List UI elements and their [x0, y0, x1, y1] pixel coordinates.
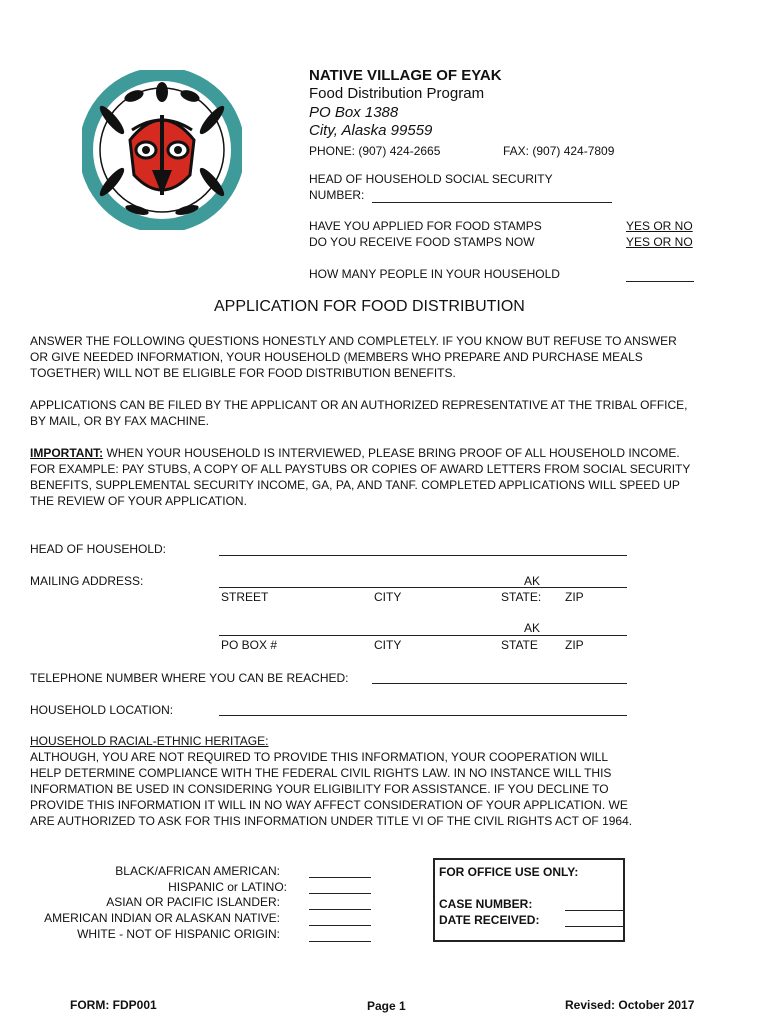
street-caption: STREET — [221, 590, 269, 604]
race-white-field[interactable] — [309, 941, 371, 942]
instructions-paragraph: ANSWER THE FOLLOWING QUESTIONS HONESTLY AND COMPLETELY. IF YOU KNOW BUT REFUSE TO ANSWER OR GIVE NEEDED INFORMATION, YOUR HOUSEHOLD (MEMBERS WHO PREPARE AND PURCHASE MEALS TOGETHER) WILL NOT BE ELIGIBLE FOR FOOD DISTRIBUTION BENEFITS. — [30, 334, 677, 380]
telephone-label: TELEPHONE NUMBER WHERE YOU CAN BE REACHED: — [30, 671, 349, 685]
household-count-field[interactable] — [626, 281, 694, 282]
case-number-field[interactable] — [565, 910, 623, 911]
state-prefill-2: AK — [524, 621, 541, 635]
household-location-label: HOUSEHOLD LOCATION: — [30, 703, 174, 717]
phone-number: PHONE: (907) 424-2665 — [309, 144, 441, 158]
form-title: APPLICATION FOR FOOD DISTRIBUTION — [214, 298, 525, 315]
head-of-household-label: HEAD OF HOUSEHOLD: — [30, 542, 167, 556]
po-box: PO Box 1388 — [309, 104, 399, 121]
food-stamps-receive-question: DO YOU RECEIVE FOOD STAMPS NOW — [309, 235, 535, 249]
zip-caption-1: ZIP — [565, 590, 584, 604]
race-hispanic-field[interactable] — [309, 893, 371, 894]
date-received-field[interactable] — [565, 926, 623, 927]
race-asian-label: ASIAN OR PACIFIC ISLANDER: — [106, 895, 280, 909]
important-paragraph — [30, 445, 695, 509]
office-use-title: FOR OFFICE USE ONLY: — [439, 865, 579, 879]
state-caption-2: STATE — [501, 638, 538, 652]
head-of-household-field[interactable] — [219, 555, 627, 556]
zip-caption-2: ZIP — [565, 638, 584, 652]
food-stamps-applied-question: HAVE YOU APPLIED FOR FOOD STAMPS — [309, 219, 542, 233]
household-count-question: HOW MANY PEOPLE IN YOUR HOUSEHOLD — [309, 267, 560, 281]
fax-number: FAX: (907) 424-7809 — [503, 144, 615, 158]
race-asian-field[interactable] — [309, 909, 371, 910]
race-black-label: BLACK/AFRICAN AMERICAN: — [115, 864, 280, 878]
race-native-label: AMERICAN INDIAN OR ALASKAN NATIVE: — [44, 911, 280, 925]
city-caption-2: CITY — [374, 638, 402, 652]
important-text: WHEN YOUR HOUSEHOLD IS INTERVIEWED, PLEASE BRING PROOF OF ALL HOUSEHOLD INCOME. FOR EXAMPLE: PAY STUBS, A COPY OF ALL PAYSTUBS OR COPIES OF AWARD LETTERS FROM SOCIAL SECURITY BENEFITS, SUPPLEMENTAL SECURITY INCOME, GA, PA, AND TANF. COMPLETED APPLICATIONS WILL SPEED UP THE REVIEW OF YOUR APPLICATION. — [30, 446, 691, 508]
case-number-label: CASE NUMBER: — [439, 897, 533, 911]
state-prefill-1: AK — [524, 574, 541, 588]
race-native-field[interactable] — [309, 925, 371, 926]
race-white-label: WHITE - NOT OF HISPANIC ORIGIN: — [77, 927, 280, 941]
page-number: Page 1 — [367, 999, 406, 1013]
form-id: FORM: FDP001 — [70, 998, 157, 1012]
mailing-address-label: MAILING ADDRESS: — [30, 574, 144, 588]
city-caption-1: CITY — [374, 590, 402, 604]
race-hispanic-label: HISPANIC or LATINO: — [168, 880, 287, 894]
city-state: City, Alaska 99559 — [309, 122, 433, 139]
filing-paragraph: APPLICATIONS CAN BE FILED BY THE APPLICANT OR AN AUTHORIZED REPRESENTATIVE AT THE TRIBAL OFFICE, BY MAIL, OR BY FAX MACHINE. — [30, 398, 688, 428]
program-name: Food Distribution Program — [309, 85, 485, 102]
office-use-box — [433, 858, 625, 942]
org-name: NATIVE VILLAGE OF EYAK — [309, 67, 502, 84]
household-location-field[interactable] — [219, 715, 627, 716]
po-box-caption: PO BOX # — [221, 638, 278, 652]
revised-date: Revised: October 2017 — [565, 998, 695, 1012]
tribal-logo — [82, 70, 242, 230]
heritage-title: HOUSEHOLD RACIAL-ETHNIC HERITAGE: — [30, 734, 269, 748]
food-stamps-applied-answer[interactable]: YES OR NO — [626, 219, 693, 233]
ssn-label: HEAD OF HOUSEHOLD SOCIAL SECURITY NUMBER: — [309, 172, 553, 202]
ssn-field[interactable] — [372, 202, 612, 203]
street-address-field[interactable] — [219, 587, 627, 588]
date-received-label: DATE RECEIVED: — [439, 913, 540, 927]
food-stamps-receive-answer[interactable]: YES OR NO — [626, 235, 693, 249]
telephone-field[interactable] — [372, 683, 627, 684]
important-label: IMPORTANT: — [30, 446, 104, 460]
heritage-text: ALTHOUGH, YOU ARE NOT REQUIRED TO PROVIDE THIS INFORMATION, YOUR COOPERATION WILL HELP DETERMINE COMPLIANCE WITH THE FEDERAL CIVIL RIGHTS LAW. IN NO INSTANCE WILL THIS INFORMATION BE USED IN CONSIDERING YOUR ELIGIBILITY FOR ASSISTANCE. IF YOU DECLINE TO PROVIDE THIS INFORMATION IT WILL IN NO WAY AFFECT CONSIDERATION OF YOUR APPLICATION. WE ARE AUTHORIZED TO ASK FOR THIS INFORMATION UNDER TITLE VI OF THE CIVIL RIGHTS ACT OF 1964. — [30, 750, 633, 828]
po-box-address-field[interactable] — [219, 635, 627, 636]
race-black-field[interactable] — [309, 877, 371, 878]
state-caption-1: STATE: — [501, 590, 542, 604]
